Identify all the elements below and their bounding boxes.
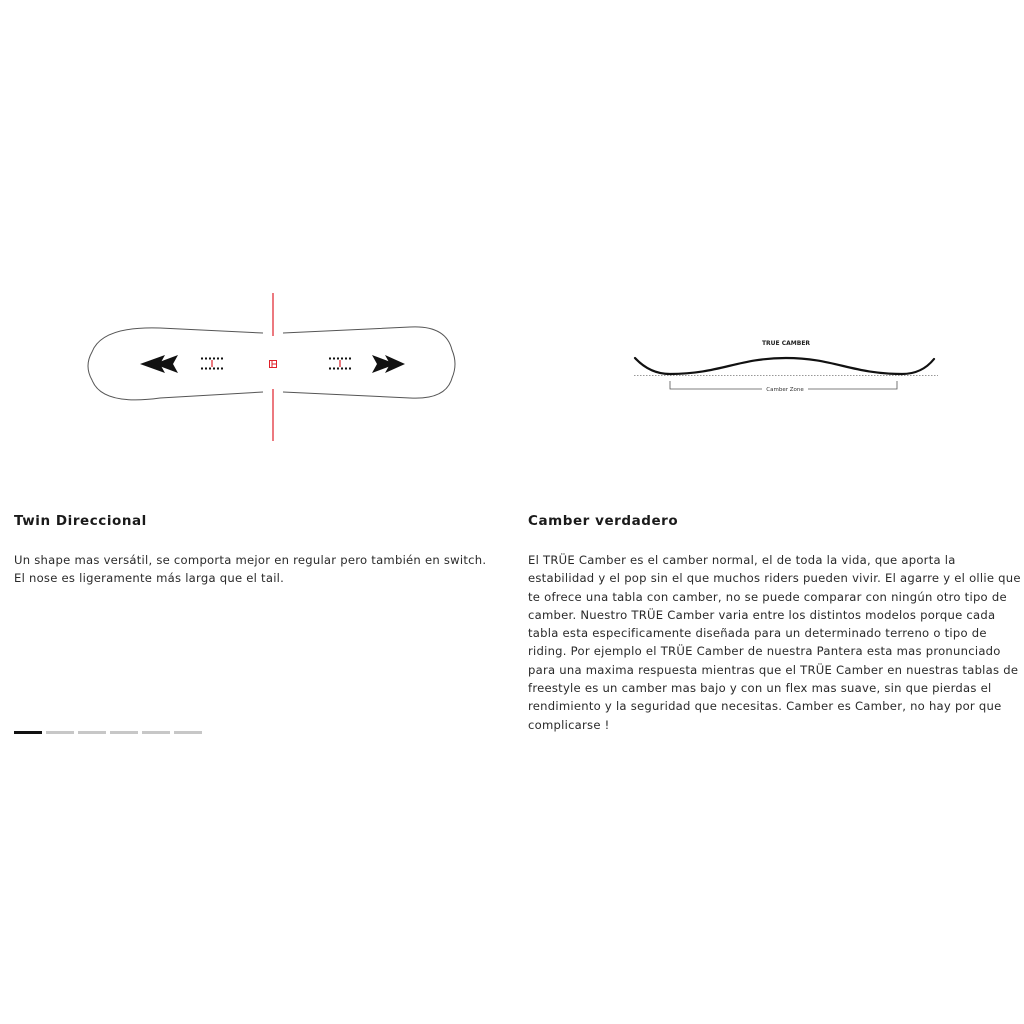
pager-dot-2[interactable] <box>46 731 74 734</box>
board-left-outline <box>88 328 263 400</box>
section-title: Camber verdadero <box>528 513 679 529</box>
pager-dot-4[interactable] <box>110 731 138 734</box>
camber-profile-icon <box>628 332 944 402</box>
slider-pager <box>14 731 206 734</box>
camber-profile-figure <box>628 332 944 402</box>
board-shape-figure <box>80 288 464 448</box>
center-logo-icon <box>270 361 277 368</box>
camber-zone-label: Camber Zone <box>766 387 804 393</box>
section-title: Twin Direccional <box>14 513 147 529</box>
camber-zone-bracket-right <box>808 381 897 389</box>
pager-dot-5[interactable] <box>142 731 170 734</box>
camber-title: TRUE CAMBER <box>761 340 811 347</box>
camber-zone-bracket-left <box>670 381 762 389</box>
pager-dot-1[interactable] <box>14 731 42 734</box>
section-twin-direccional <box>14 510 500 588</box>
section-body: El TRÜE Camber es el camber normal, el de toda la vida, que aporta la estabilidad y el pop sin el que muchos riders pueden vivir. El agarre y el ollie que te ofrece una tabla con camber, no se puede comparar con ningún otro tipo de camber. Nuestro TRÜE Camber varia entre los distintos modelos porque cada tabla esta especificamente diseñada para un determinado terreno o tipo de riding. Por ejemplo el TRÜE Camber de nuestra Pantera esta mas pronunciado para una maxima respuesta mientras que el TRÜE Camber en nuestras tablas de freestyle es un camber mas bajo y con un flex mas suave, sin que pierdas el rendimiento y la seguridad que necesitas. Camber es Camber, no hay por que complicarse ! <box>528 553 1021 732</box>
snowboard-twin-directional-icon <box>80 288 464 448</box>
camber-curve <box>635 358 934 374</box>
binding-inserts-left-icon <box>201 359 224 369</box>
pager-dot-3[interactable] <box>78 731 106 734</box>
section-body: Un shape mas versátil, se comporta mejor en regular pero también en switch. El nose es ligeramente más larga que el tail. <box>14 553 487 586</box>
arrow-left-icon <box>140 355 178 373</box>
arrow-right-icon <box>372 355 405 373</box>
board-right-outline <box>283 327 455 398</box>
section-camber-verdadero <box>528 510 1024 734</box>
pager-dot-6[interactable] <box>174 731 202 734</box>
binding-inserts-right-icon <box>329 359 352 369</box>
